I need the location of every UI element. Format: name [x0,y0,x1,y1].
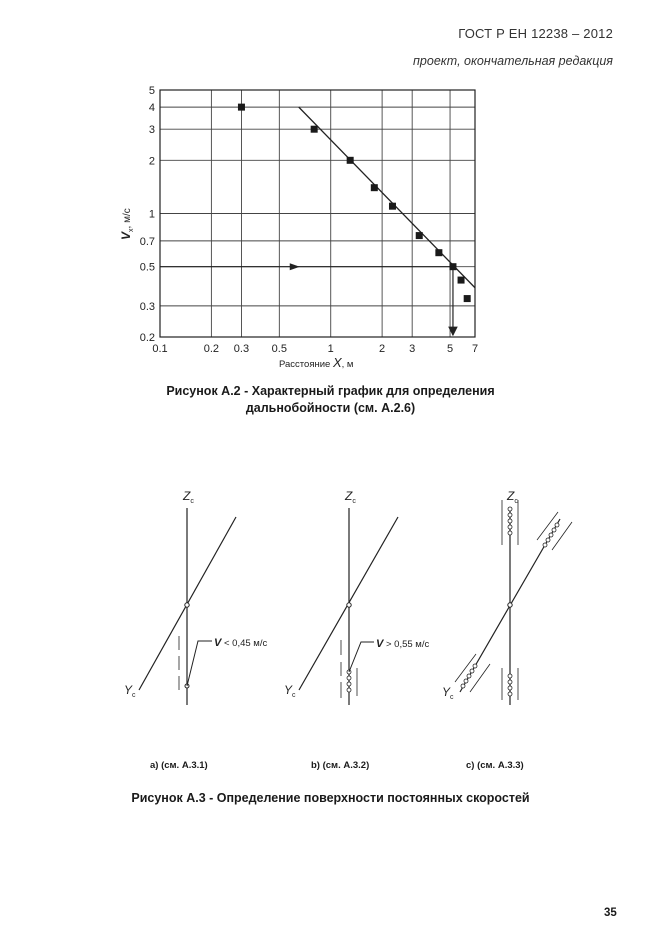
data-point-8 [449,263,456,270]
figure-a2-caption [0,383,661,417]
y-tick-2: 2 [148,155,155,168]
data-point-7 [435,249,442,256]
origin-point-c [508,603,512,607]
origin-point-a [185,603,189,607]
x-tick-7: 7 [471,343,479,355]
x-tick-0.2: 0.2 [203,343,220,355]
x-tick-3: 3 [409,343,416,355]
y-axis-label-c: $Y_c$ [442,685,454,701]
data-point-4 [371,184,378,191]
threshold-arrowhead-right [290,263,300,270]
edition-note: проект, окончательная редакция [413,54,613,68]
data-point-1 [238,104,245,111]
y-tick-0.3: 0.3 [139,300,155,313]
fit-line [299,107,475,288]
data-point-2 [311,126,318,133]
y-tick-0.2: 0.2 [139,332,155,344]
x-tick-2: 2 [379,343,386,355]
y-tick-1: 1 [148,208,155,221]
measurement-points-c-top [508,507,512,535]
velocity-label-b: V > 0,55 м/с [376,638,430,650]
data-point-3 [347,157,354,164]
data-point-10 [464,295,471,302]
x-tick-0.5: 0.5 [271,343,287,355]
y-axis-label-a: $Y_c$ [124,683,136,699]
figure-a2-caption-line2: дальнобойности (см. А.2.6) [245,401,416,415]
z-axis-label-c: $Z_c$ [507,489,518,505]
data-point-5 [389,203,396,210]
velocity-label-a: V < 0,45 м/с [214,637,268,649]
y-tick-5: 5 [148,85,155,97]
standard-number: ГОСТ Р ЕН 12238 – 2012 [458,26,613,41]
y-tick-3: 3 [148,124,155,137]
y-axis-label: $V_x$, м/с [119,208,135,240]
velocity-distance-chart [119,85,478,370]
y-tick-0.7: 0.7 [139,235,155,248]
x-tick-1: 1 [327,343,334,355]
x-axis-label: Расстояние X, м [279,355,354,370]
leader-line-a [187,641,212,686]
z-axis-label-b: $Z_c$ [345,489,356,505]
origin-point-b [347,603,351,607]
figure-a3-caption: Рисунок А.3 - Определение поверхности постоянных скоростей [131,791,530,805]
y-tick-labels [140,85,155,344]
x-tick-labels [152,343,478,355]
data-point-9 [458,277,465,284]
diagram-b [284,489,429,705]
x-tick-0.3: 0.3 [233,343,250,355]
figure-a2-caption-line1: Рисунок А.2 - Характерный график для определения [166,384,495,398]
page-number: 35 [604,907,617,919]
y-axis-label-b: $Y_c$ [284,683,296,699]
diagram-c [442,489,572,705]
y-tick-0.5: 0.5 [139,261,155,274]
data-points [238,104,471,302]
y-tick-4: 4 [148,102,155,115]
subfigure-a-label: а) (см. А.3.1) [150,760,208,771]
diagram-a [124,489,267,705]
measurement-points-c-diag-bottom [461,664,477,688]
leader-line-b [349,642,374,672]
subfigure-c-label: с) (см. А.3.3) [466,760,524,771]
x-tick-0.1: 0.1 [152,343,168,355]
z-axis-label-a: $Z_c$ [183,489,194,505]
subfigure-b-label: b) (см. А.3.2) [311,760,370,771]
x-tick-5: 5 [446,343,454,355]
data-point-6 [416,232,423,239]
